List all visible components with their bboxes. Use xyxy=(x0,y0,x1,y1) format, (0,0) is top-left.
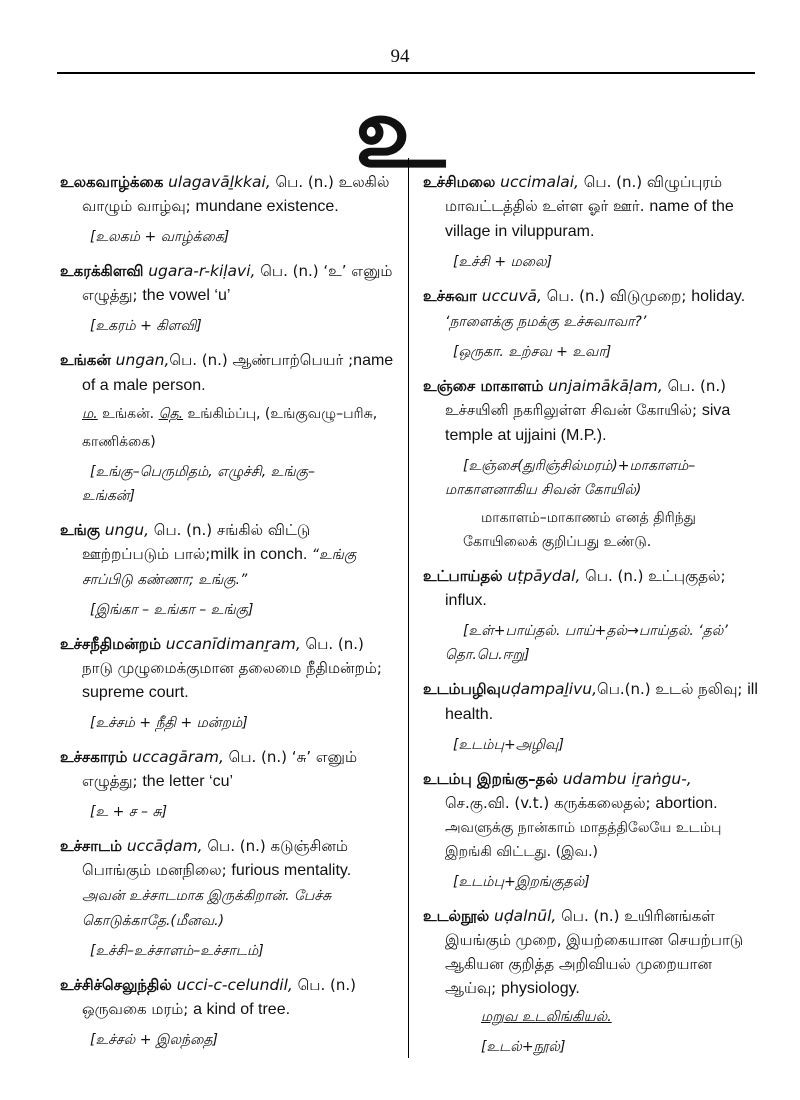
headword: உச்சிமலை xyxy=(423,173,496,191)
definition-text: நாடு முழுமைக்குமான தலைமை நீதிமன்றம்; xyxy=(82,659,382,677)
synonym-note: மறுவ உடலிங்கியல். xyxy=(481,1009,612,1025)
note-text: மாகாளம்–மாகாணம் எனத் திரிந்து xyxy=(481,510,696,526)
definition-text: உச்சயினி நகரிலுள்ள சிவன் கோயில்; xyxy=(445,401,702,419)
note-text: கோயிலைக் குறிப்பது உண்டு. xyxy=(463,534,652,550)
headword: உங்கன் xyxy=(60,351,111,369)
etymology-cont: தொ.பெ.ஈறு] xyxy=(445,647,530,663)
etymology: [உச்சி + மலை] xyxy=(453,254,553,270)
cognate-text: உங்கிம்ப்பு, (உங்குவழு–பரிசு, xyxy=(183,406,378,422)
section-letter: உ xyxy=(354,73,446,190)
right-column xyxy=(423,170,760,1069)
etymology: [உடல்+நூல்] xyxy=(481,1039,566,1055)
definition-text: பெ. (n.) உட்புகுதல்; xyxy=(580,567,726,585)
english-gloss: milk in conch. xyxy=(210,546,308,563)
headword: உச்சகாரம் xyxy=(60,748,128,766)
transliteration: uccāḍam, xyxy=(126,837,203,855)
english-gloss: mundane existence. xyxy=(195,198,339,215)
english-gloss: village in viluppuram. xyxy=(445,223,595,240)
definition-text: வாழும் வாழ்வு; xyxy=(82,197,196,215)
definition-text: பெ. (n.) விடுமுறை; xyxy=(541,287,692,305)
english-gloss: the letter ‘cu’ xyxy=(142,773,234,790)
etymology: [உடம்பு+அழிவு] xyxy=(453,737,564,753)
english-gloss: a kind of tree. xyxy=(193,1001,291,1018)
etymology: [உள்+பாய்தல். பாய்+தல்→பாய்தல். ‘தல்’ xyxy=(463,623,728,639)
entry-uccimalai xyxy=(423,170,760,274)
transliteration: uḍalnūl, xyxy=(493,907,557,925)
english-gloss: of a male person. xyxy=(82,377,206,394)
definition-text: பொங்கும் மனநிலை; xyxy=(82,861,232,879)
entry-ulagavazhkkai xyxy=(60,170,395,249)
entry-uccanidimanram xyxy=(60,632,395,735)
etymology: [உலகம் + வாழ்க்கை] xyxy=(90,229,230,245)
language-abbrev: தெ. xyxy=(158,406,184,422)
english-gloss: physiology. xyxy=(501,980,580,997)
english-gloss: siva xyxy=(701,402,731,419)
cognate-note xyxy=(60,402,395,426)
english-gloss: temple at ujjaini (M.P.). xyxy=(445,427,607,444)
definition-text: பெ. (n.) உலகில் xyxy=(270,173,390,191)
entry-ugarakkilavi xyxy=(60,259,395,338)
headword: உச்சிச்செலுந்தில் xyxy=(60,976,172,994)
usage-example: “உங்கு xyxy=(307,547,357,563)
english-gloss: name xyxy=(353,352,394,369)
english-gloss: name of the xyxy=(649,198,734,215)
definition-text: பெ. (n.) உயிரினங்கள் xyxy=(556,907,715,925)
definition-text: எழுத்து; xyxy=(82,286,143,304)
etymology: [உடம்பு+இறங்குதல்] xyxy=(453,874,590,890)
headword: உடல்நூல் xyxy=(423,907,490,925)
entry-utpaydal xyxy=(423,564,760,667)
english-gloss: the vowel ‘u’ xyxy=(142,287,231,304)
cognate-note-cont: காணிக்கை) xyxy=(82,434,156,450)
definition-text: பெ. (n.) சங்கில் விட்டு xyxy=(149,521,311,539)
entry-uccagaram xyxy=(60,745,395,824)
etymology: [இங்கா – உங்கா – உங்கு] xyxy=(90,602,254,618)
definition-text: பெ. (n.) ஆண்பாற்பெயர் ; xyxy=(169,351,354,369)
headword: உடம்பழிவு xyxy=(423,680,501,698)
usage-example: அவன் உச்சாடமாக இருக்கிறான். பேச்சு xyxy=(82,888,332,904)
cognate-text: உங்கன். xyxy=(97,406,159,422)
english-gloss: furious mentality. xyxy=(231,862,352,879)
headword: உகரக்கிளவி xyxy=(60,262,144,280)
english-gloss: influx. xyxy=(445,592,487,609)
entry-udambu-irangu xyxy=(423,767,760,894)
definition-text: பெ. (n.) கடுஞ்சினம் xyxy=(202,837,348,855)
transliteration: uḍampaḻivu, xyxy=(500,680,598,698)
language-abbrev: ம. xyxy=(82,406,98,422)
definition-text: பெ. (n.) xyxy=(300,635,364,653)
entry-unjai-makalam xyxy=(423,374,760,554)
headword: உச்சுவா xyxy=(423,287,477,305)
english-gloss: holiday. xyxy=(691,288,746,305)
english-gloss: abortion. xyxy=(655,795,718,812)
english-gloss: health. xyxy=(445,706,494,723)
usage-example: ‘நாளைக்கு நமக்கு உச்சுவாவா?’ xyxy=(445,314,647,330)
transliteration: uccimalai, xyxy=(500,173,579,191)
transliteration: ugara-r-kiḷavi, xyxy=(148,262,256,280)
column-divider xyxy=(408,158,409,1058)
entry-ungu xyxy=(60,518,395,622)
etymology: [உஞ்சை(துரிஞ்சில்மரம்)+மாகாளம்– xyxy=(463,458,696,474)
transliteration: ucci-c-celundil, xyxy=(176,976,293,994)
transliteration: ungu, xyxy=(104,521,150,539)
definition-text: செ.கு.வி. (v.t.) கருக்கலைதல்; xyxy=(445,794,656,812)
entry-uccicceluntil xyxy=(60,973,395,1052)
usage-example: இறங்கி விட்டது. (இவ.) xyxy=(445,844,598,860)
headword: உங்கு xyxy=(60,521,100,539)
definition-text: பெ.(n.) உடல் நலிவு; xyxy=(597,680,748,698)
transliteration: ungan, xyxy=(115,351,170,369)
left-column xyxy=(60,170,395,1062)
transliteration: uccanīdimanṟam, xyxy=(165,635,301,653)
definition-text: ஒருவகை மரம்; xyxy=(82,1000,194,1018)
headword: உச்சாடம் xyxy=(60,837,123,855)
definition-text: மாவட்டத்தில் உள்ள ஓர் ஊர். xyxy=(445,197,650,215)
entry-udalnul xyxy=(423,904,760,1059)
etymology: [உச்சி–உச்சாளம்–உச்சாடம்] xyxy=(90,943,264,959)
definition-text: பெ. (n.) xyxy=(662,377,726,395)
etymology: [ஒருகா. உற்சவ + உவா] xyxy=(453,344,612,360)
definition-text: ஊற்றப்படும் பால்; xyxy=(82,545,211,563)
definition-text: எழுத்து; xyxy=(82,772,143,790)
definition-text: பெ. (n.) விழுப்புரம் xyxy=(578,173,723,191)
page-number: 94 xyxy=(390,46,410,67)
transliteration: uccuvā, xyxy=(481,287,542,305)
headword: உலகவாழ்க்கை xyxy=(60,173,164,191)
definition-text: பெ. (n.) ‘உ’ எனும் xyxy=(255,262,393,280)
headword: உஞ்சை மாகாளம் xyxy=(423,377,544,395)
transliteration: ulagavāḻkkai, xyxy=(168,173,271,191)
transliteration: udambu iṟaṅgu-, xyxy=(562,770,692,788)
english-gloss: supreme court. xyxy=(82,684,189,701)
entry-udampalivu xyxy=(423,677,760,757)
definition-text: பெ. (n.) xyxy=(292,976,356,994)
etymology: [உச்சம் + நீதி + மன்றம்] xyxy=(90,715,248,731)
entry-uccuva xyxy=(423,284,760,364)
entry-ungan xyxy=(60,348,395,508)
etymology: [உ + ச – சு] xyxy=(90,804,168,820)
definition-text: ஆகியன குறித்த அறிவியல் முறையான xyxy=(445,955,712,973)
usage-example: அவளுக்கு நான்காம் மாதத்திலேயே உடம்பு xyxy=(445,820,722,836)
etymology-cont: மாகாளனாகிய சிவன் கோயில்) xyxy=(445,482,642,498)
definition-text: ஆய்வு; xyxy=(445,979,502,997)
etymology: [உகரம் + கிளவி] xyxy=(90,318,202,334)
usage-example: கொடுக்காதே.(மீனவ.) xyxy=(82,913,225,929)
transliteration: unjaimākāḷam, xyxy=(548,377,663,395)
usage-example: சாப்பிடு கண்ணா; உங்கு.” xyxy=(82,572,248,588)
etymology: [உங்கு–பெருமிதம், எழுச்சி, உங்கு– xyxy=(90,464,315,480)
headword: உட்பாய்தல் xyxy=(423,567,503,585)
etymology-cont: உங்கன்] xyxy=(82,488,135,504)
headword: உச்சநீதிமன்றம் xyxy=(60,635,162,653)
transliteration: uṭpāydal, xyxy=(507,567,581,585)
definition-text: இயங்கும் முறை, இயற்கையான செயற்பாடு xyxy=(445,931,744,949)
english-gloss: ill xyxy=(747,681,758,698)
entry-uccadam xyxy=(60,834,395,963)
transliteration: uccagāram, xyxy=(132,748,224,766)
headword: உடம்பு இறங்கு–தல் xyxy=(423,770,558,788)
etymology: [உச்சல் + இலந்தை] xyxy=(90,1032,218,1048)
definition-text: பெ. (n.) ‘சு’ எனும் xyxy=(223,748,358,766)
